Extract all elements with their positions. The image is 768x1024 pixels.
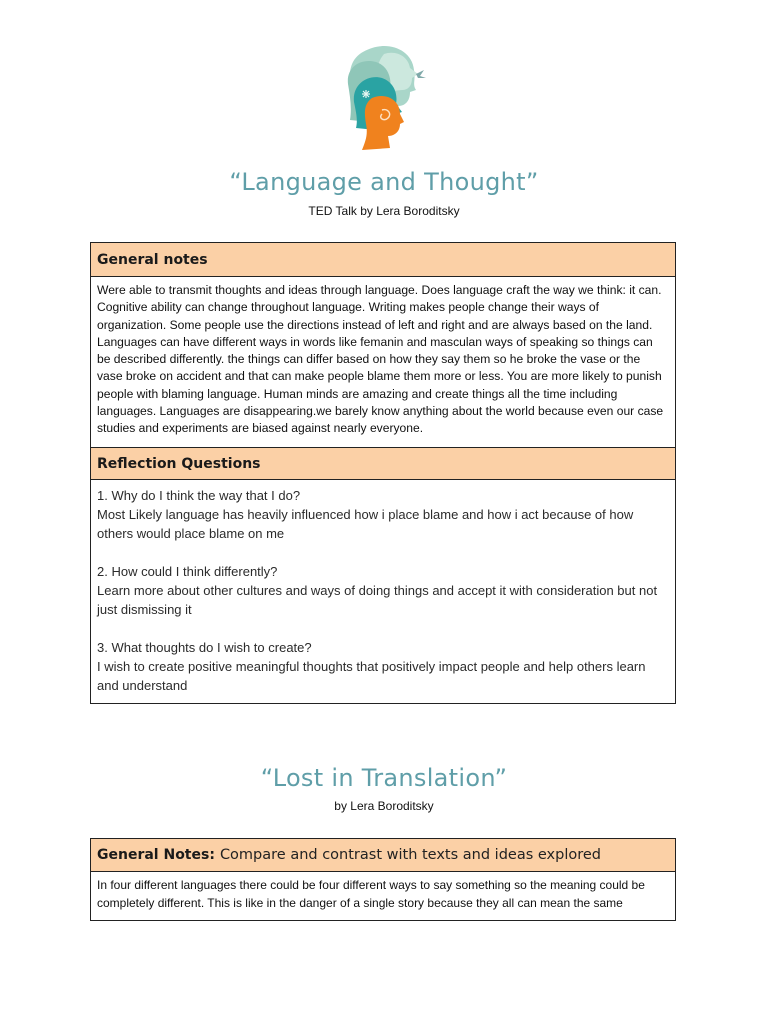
subtitle-author: by Lera Boroditsky: [334, 799, 434, 813]
general-notes-header: [91, 243, 675, 277]
general-notes-prompt: Compare and contrast with texts and ideas explored: [219, 847, 601, 863]
reflection-questions-label: Reflection Questions: [97, 455, 261, 472]
notes-table-language-and-thought: [90, 242, 676, 704]
reflection-item: [97, 486, 669, 543]
question-text: 3. What thoughts do I wish to create?: [97, 640, 312, 655]
reflection-questions-header: [91, 447, 675, 480]
page-title-language-and-thought: “Language and Thought”: [229, 168, 539, 196]
general-notes-compare-header: [91, 839, 675, 872]
subtitle-ted-talk: TED Talk by Lera Boroditsky: [308, 204, 460, 218]
general-notes-text: In four different languages there could be four different ways to say something so the meaning could be completely different. This is like in the danger of a single story because they all can mean the same: [97, 878, 645, 910]
question-text: 2. How could I think differently?: [97, 564, 278, 579]
general-notes-text: Were able to transmit thoughts and ideas through language. Does language craft the way we think: it can. Cognitive ability can change throughout language. Writing makes people change their ways of organization. Some people use the directions instead of left and right and are always based on the land. Languages can have different ways in words like femanin and masculan ways of speaking so things can be described differently. the things can differ based on how they say them so he broke the vase or the vase broke on accident and that can make people blame them more or less. You are more likely to punish people with blaming language. Human minds are amazing and create things all the time including languages. Languages are disappearing.we barely know anything about the world because even our case studies and experiments are biased against nearly everyone.: [97, 283, 664, 436]
reflection-questions-body: [91, 480, 675, 695]
question-text: 1. Why do I think the way that I do?: [97, 488, 301, 503]
reflection-item: [97, 562, 669, 619]
answer-text: I wish to create positive meaningful thoughts that positively impact people and help others learn and understand: [97, 659, 646, 693]
answer-text: Most Likely language has heavily influenced how i place blame and how i act because of how others would place blame on me: [97, 507, 634, 541]
general-notes-label: General Notes:: [97, 847, 215, 863]
reflection-item: [97, 638, 669, 695]
answer-text: Learn more about other cultures and ways of doing things and accept it with consideration but not just dismissing it: [97, 583, 658, 617]
general-notes-label: General notes: [97, 251, 208, 268]
notes-table-lost-in-translation: [90, 838, 676, 921]
head-silhouettes-logo: [332, 44, 442, 154]
page-title-lost-in-translation: “Lost in Translation”: [260, 764, 508, 792]
